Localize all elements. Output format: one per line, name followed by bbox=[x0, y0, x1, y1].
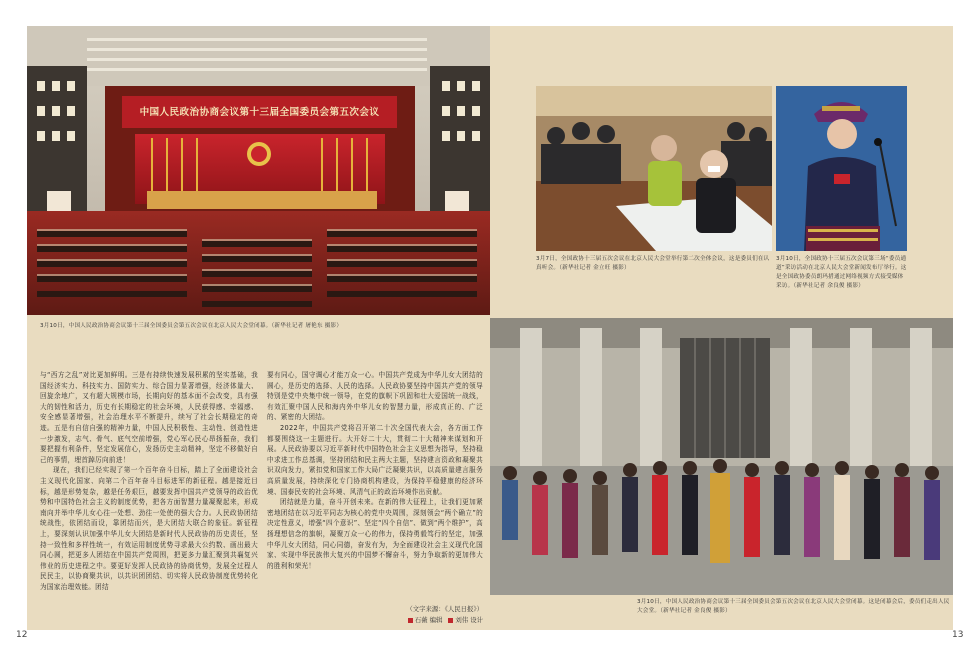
text-source: （文字来源：《人民日报》） bbox=[406, 605, 483, 613]
article-paragraph: 要有同心，国守调心才能万众一心。中国共产党成为中华儿女大团结的圆心，是历史的选择、人民的选择。人民政协要坚持中国共产党的领导特别是党中央集中统一领导，在党的旗帜下巩固和壮大爱国统一战线，有效汇聚中国人民和海内外中华儿女的智慧力量，形成真正的、广泛的、紧密的大团结。 bbox=[267, 371, 483, 422]
member-microphone-photo bbox=[776, 86, 907, 251]
editor-credit bbox=[327, 615, 483, 624]
members-leaving-hall-photo bbox=[490, 318, 953, 595]
page-number-right: 13 bbox=[952, 630, 964, 640]
article-column-1 bbox=[40, 370, 258, 592]
article-paragraph: 团结就是力量，奋斗开创未来。在新的伟大征程上，让我们更加紧密地团结在以习近平同志为核心的党中央周围，深刻领会“两个确立”的决定性意义，增强“四个意识”、坚定“四个自信”、做到“两个维护”，高扬理想信念的旗帜，凝聚万众一心的伟力，保持勇毅笃行的坚定，加强中华儿女大团结，同心同德，奋发有为，为全面建设社会主义现代化国家、实现中华民族伟大复兴的中国梦不懈奋斗，努力争取新的更加伟大的胜利和荣光！ bbox=[267, 498, 483, 570]
editor-name: 石薇 bbox=[414, 616, 428, 624]
article-paragraph: 现在，我们已经实现了第一个百年奋斗目标，踏上了全面建设社会主义现代化国家、向第二个百年奋斗目标进军的新征程。越是接近目标，越是形势复杂，越是任务艰巨，越要发挥中国共产党领导的政治优势和中国特色社会主义的制度优势，把各方面智慧力量凝聚起来，形成南向并举中华儿女心往一处想、劲往一处使的强大合力。人民政协团结统战性，依团结而设，靠团结而兴，是大团结大联合的象征。新征程上，要深刻认识加强中华儿女大团结是新时代人民政协的历史责任，坚持一致性和多样性统一，有效运用制度优势寻求最大公约数、画出最大同心圆，把更多人团结在中国共产党周围，把更多力量汇聚到共襄复兴伟业的历史进程之中。要更好发挥人民政协的协商优势，发展全过程人民民主，以协商聚共识，以共识团团结、切实将人民政协制度优势转化为国家治理效能。团结 bbox=[40, 466, 258, 591]
red-square-icon bbox=[448, 618, 453, 623]
photo2-caption: 3月7日，全国政协十三届五次会议在北京人民大会堂举行第二次全体会议，这是委员们在认真听会。（新华社记者 金立旺 摄影） bbox=[536, 256, 770, 271]
article-paragraph: 与“西方之乱”对比更加鲜明。三是有持续快速发展积累的坚实基础，我国经济实力、科技实力、国防实力、综合国力显著增强，经济体量大、回旋余地广，又有超大规模市场，长期向好的基本面不会改变，具有强大的韧性和活力，历史有长期稳定的社会环境，人民获得感、幸福感、安全感显著增强，社会治理水平不断提升，续写了社会长期稳定的奇迹。五是有自信自强的精神力量，中国人民积极性、主动性、创造性进一步激发，志气、骨气、底气空前增强，党心军心民心昂扬振奋，我们要把握有利条件，坚定发展信心，发扬历史主动精神，坚定不移做好自己的事情，埋首踔厉向前进！ bbox=[40, 371, 258, 464]
photo3-caption: 3月10日，全国政协十三届五次会议第三场“委员通道”采访活动在北京人民大会堂新闻发布厅举行。这是全国政协委员朗玛措通过网络视频方式接受媒体采访。（新华社记者 余良俊 摄影） bbox=[776, 256, 907, 289]
great-hall-interior-photo bbox=[27, 26, 490, 315]
exterior-illustration bbox=[490, 318, 953, 595]
hall-banner-text: 中国人民政治协商会议第十三届全国委员会第五次会议 bbox=[139, 107, 380, 118]
article-column-2 bbox=[267, 370, 483, 571]
delegates-listening-photo bbox=[536, 86, 772, 251]
article-paragraph: 2022年，中国共产党将召开第二十次全国代表大会，各方面工作都要围绕这一主题进行。大开好二十大，贯彻二十大精神来谋划和开展。人民政协要以习近平新时代中国特色社会主义思想为指导，坚持稳中求进工作总基调，坚持团结和民主两大主题，坚持建言资政和凝聚共识双向发力，紧扣党和国家工作大局广泛凝聚共识，以高质量建言服务高质量发展，持续深化专门协商机构建设，为保持平稳健康的经济环境、国泰民安的社会环境、风清气正的政治环境作出贡献。 bbox=[267, 423, 483, 496]
editor-role: 编辑 bbox=[429, 616, 443, 624]
delegates-illustration bbox=[536, 86, 772, 251]
photo4-caption: 3月10日，中国人民政治协商会议第十三届全国委员会第五次会议在北京人民大会堂闭幕。这是闭幕会后，委员们走出人民大会堂。（新华社记者 金良俊 摄影） bbox=[637, 599, 950, 614]
designer-role: 设计 bbox=[470, 616, 483, 624]
magazine-spread bbox=[27, 26, 953, 630]
hall-illustration bbox=[27, 26, 490, 315]
photo1-caption: 3月10日，中国人民政治协商会议第十三届全国委员会第五次会议在北京人民大会堂闭幕。（新华社记者 屠艳东 摄影） bbox=[40, 323, 343, 329]
page-number-left: 12 bbox=[16, 630, 28, 640]
member-illustration bbox=[776, 86, 907, 251]
designer-name: 刘伟 bbox=[455, 616, 469, 624]
red-square-icon bbox=[408, 618, 413, 623]
